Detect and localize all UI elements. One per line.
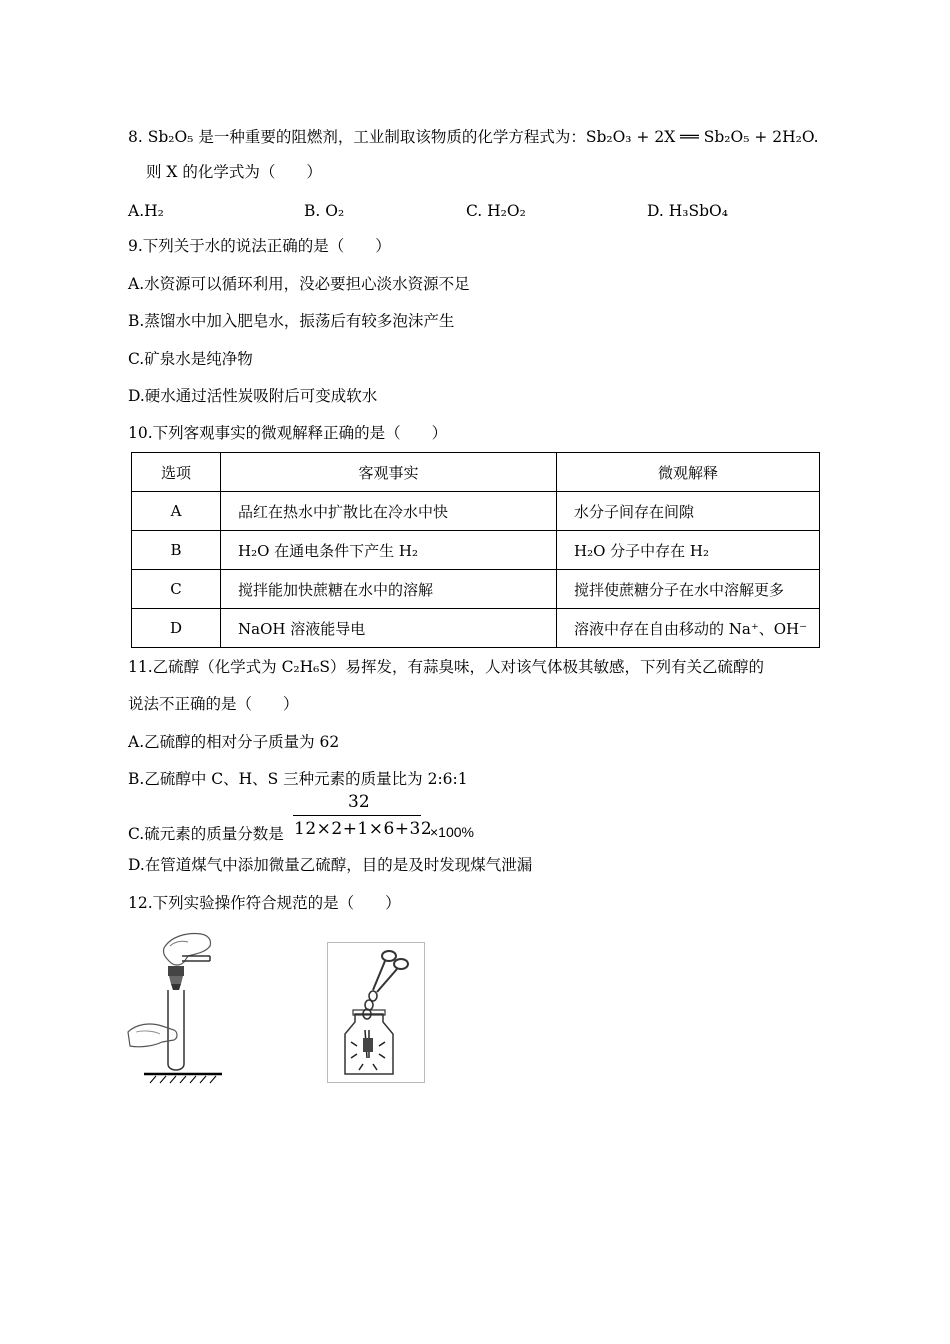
dropper-bulb-icon [168, 966, 184, 976]
q11-stem-line2: 说法不正确的是（ ） [128, 695, 299, 713]
row-fact: 搅拌能加快蔗糖在水中的溶解 [221, 570, 557, 609]
gas-jar-tongs-figure [327, 942, 425, 1083]
q11-option-b: B.乙硫醇中 C、H、S 三种元素的质量比为 2:6:1 [128, 770, 468, 788]
row-fact: 品红在热水中扩散比在冷水中快 [221, 492, 557, 531]
fraction-bar [293, 815, 421, 816]
lower-hand-icon [128, 1024, 177, 1047]
row-explanation: 水分子间存在间隙 [557, 492, 820, 531]
row-label: C [132, 570, 221, 609]
q11-option-a: A.乙硫醇的相对分子质量为 62 [128, 733, 340, 751]
q8-option-c: C. H₂O₂ [466, 202, 526, 220]
q9-option-b: B.蒸馏水中加入肥皂水，振荡后有较多泡沫产生 [128, 312, 455, 330]
table-row [132, 492, 820, 531]
q11-option-d: D.在管道煤气中添加微量乙硫醇，目的是及时发现煤气泄漏 [128, 856, 533, 874]
q12-stem: 12.下列实验操作符合规范的是（ ） [128, 894, 401, 912]
fraction-denominator: 12×2+1×6+32 [294, 819, 433, 839]
q9-option-d: D.硬水通过活性炭吸附后可变成软水 [128, 387, 378, 405]
q11-option-c: C.硫元素的质量分数是 [128, 825, 284, 843]
q11-stem-line1: 11.乙硫醇（化学式为 C₂H₆S）易挥发，有蒜臭味，人对该气体极其敏感，下列有关乙硫醇的 [128, 658, 765, 676]
q8-stem-line2: 则 X 的化学式为（ ） [146, 163, 322, 181]
tongs-handle-icon [382, 951, 396, 961]
header-option: 选项 [132, 453, 221, 492]
q8-stem-line1: 8. Sb₂O₅ 是一种重要的阻燃剂，工业制取该物质的化学方程式为：Sb₂O₃ + 2X ══ Sb₂O₅ + 2H₂O. [128, 128, 819, 146]
table-row [132, 609, 820, 648]
row-explanation: 搅拌使蔗糖分子在水中溶解更多 [557, 570, 820, 609]
q8-option-d: D. H₃SbO₄ [647, 202, 728, 220]
test-tube-icon [168, 990, 184, 1070]
q8-option-a: A.H₂ [128, 202, 164, 220]
test-tube-dropper-figure [126, 928, 226, 1084]
fraction-numerator: 32 [348, 792, 370, 812]
q10-table [131, 452, 820, 648]
q9-option-c: C.矿泉水是纯净物 [128, 350, 253, 368]
row-fact: H₂O 在通电条件下产生 H₂ [221, 531, 557, 570]
row-label: D [132, 609, 221, 648]
header-explanation: 微观解释 [557, 453, 820, 492]
q8-option-b: B. O₂ [304, 202, 345, 220]
row-label: A [132, 492, 221, 531]
row-explanation: H₂O 分子中存在 H₂ [557, 531, 820, 570]
q9-stem: 9.下列关于水的说法正确的是（ ） [128, 237, 391, 255]
table-header-row [132, 453, 820, 492]
percent-suffix: ×100% [430, 824, 474, 840]
row-label: B [132, 531, 221, 570]
table-row [132, 531, 820, 570]
table-row [132, 570, 820, 609]
row-fact: NaOH 溶液能导电 [221, 609, 557, 648]
header-fact: 客观事实 [221, 453, 557, 492]
q9-option-a: A.水资源可以循环利用，没必要担心淡水资源不足 [128, 275, 470, 293]
row-explanation: 溶液中存在自由移动的 Na⁺、OH⁻ [557, 609, 820, 648]
q10-stem: 10.下列客观事实的微观解释正确的是（ ） [128, 424, 448, 442]
